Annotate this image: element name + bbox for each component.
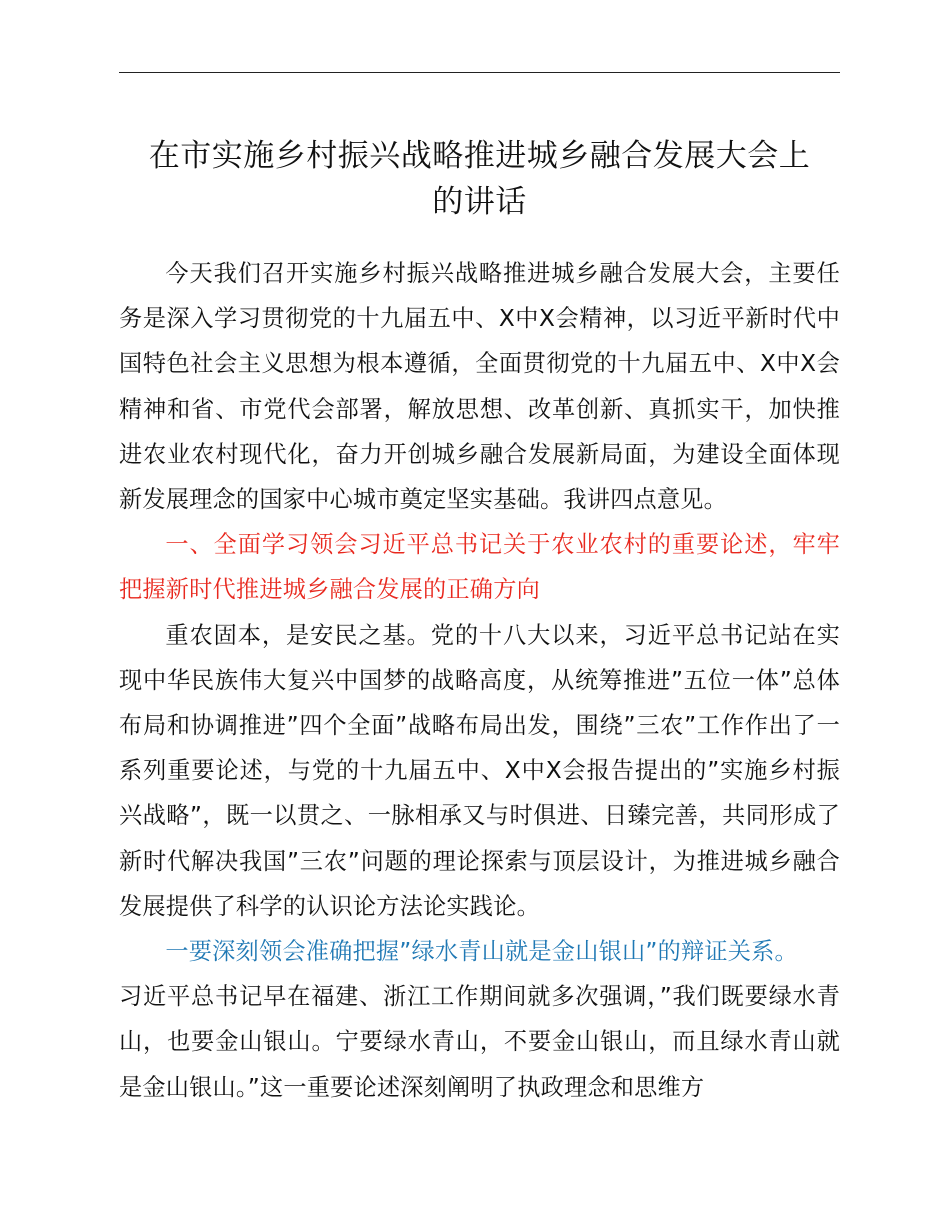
section-heading-1: 一、全面学习领会习近平总书记关于农业农村的重要论述，牢牢把握新时代推进城乡融合发展的正确方向 bbox=[119, 531, 840, 604]
intro-paragraph: 今天我们召开实施乡村振兴战略推进城乡融合发展大会，主要任务是深入学习贯彻党的十九届五中、X中X会精神，以习近平新时代中国特色社会主义思想为根本遵循，全面贯彻党的十九届五中、X中X会精神和省、市党代会部署，解放思想、改革创新、真抓实干，加快推进农业农村现代化，奋力开创城乡融合发展新局面，为建设全面体现新发展理念的国家中心城市奠定坚实基础。我讲四点意见。 bbox=[119, 260, 840, 514]
title-line-2: 的讲话 bbox=[432, 184, 527, 220]
body-paragraph: 重农固本，是安民之基。党的十八大以来，习近平总书记站在实现中华民族伟大复兴中国梦的战略高度，从统筹推进”五位一体”总体布局和协调推进”四个全面”战略布局出发，围绕”三农”工作作出了一系列重要论述，与党的十九届五中、X中X会报告提出的”实施乡村振兴战略”，既一以贯之、一脉相承又与时俱进、日臻完善，共同形成了新时代解决我国”三农”问题的理论探索与顶层设计，为推进城乡融合发展提供了科学的认识论方法论实践论。 bbox=[119, 621, 840, 920]
document-body bbox=[119, 251, 840, 1110]
subsection-heading-1: 一要深刻领会准确把握”绿水青山就是金山银山”的辩证关系。 bbox=[165, 938, 798, 966]
title-line-1: 在市实施乡村振兴战略推进城乡融合发展大会上 bbox=[148, 138, 811, 174]
body-paragraph-continued: 习近平总书记早在福建、浙江工作期间就多次强调，”我们既要绿水青山，也要金山银山。宁要绿水青山，不要金山银山，而且绿水青山就是金山银山。”这一重要论述深刻阐明了执政理念和思维方 bbox=[119, 983, 840, 1101]
document-title bbox=[119, 133, 840, 225]
header-rule bbox=[119, 72, 840, 73]
